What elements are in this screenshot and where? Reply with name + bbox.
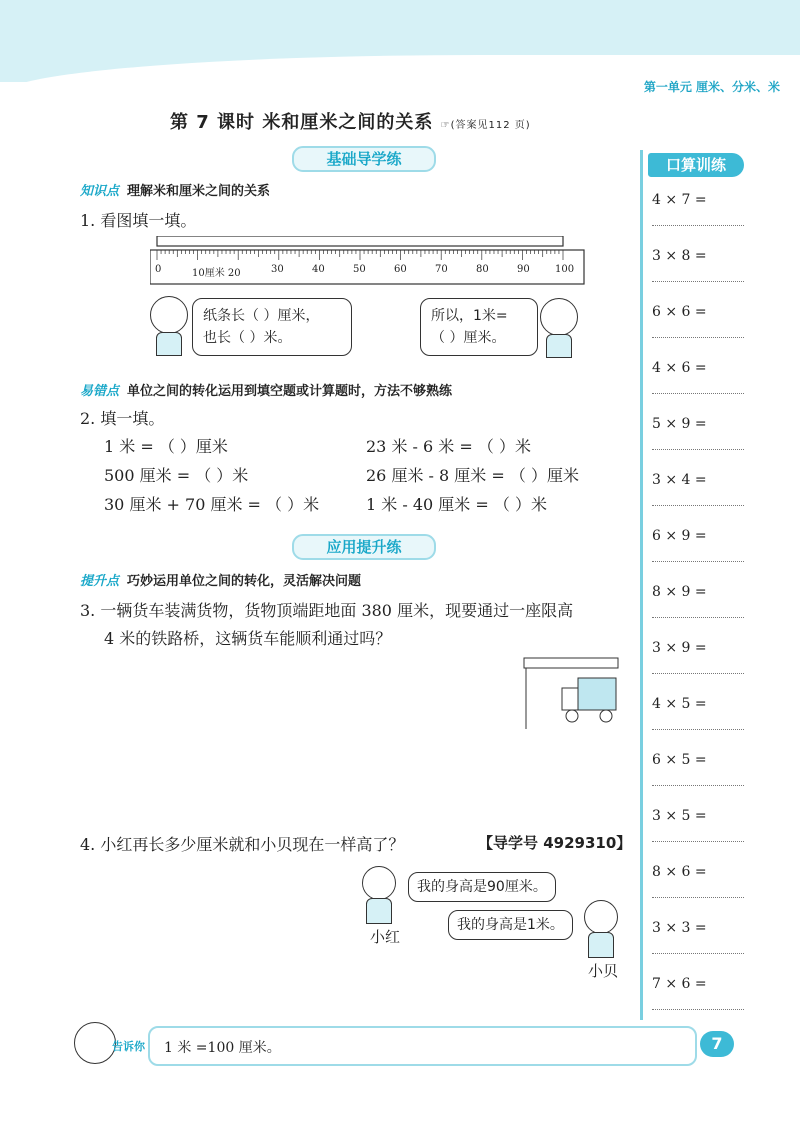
- xiaobei-avatar: [584, 900, 618, 934]
- boy-body: [546, 334, 572, 358]
- girl-avatar: [150, 296, 188, 334]
- tick-label: 100: [555, 264, 575, 275]
- drill-item: 3 × 5 =: [652, 808, 744, 864]
- bridge-beam: [524, 658, 618, 668]
- bubble-meter: [420, 298, 538, 356]
- footer-note-box: [148, 1026, 697, 1066]
- drill-item: 3 × 8 =: [652, 248, 744, 304]
- tick-label: 40: [312, 264, 325, 275]
- bubble-paper-length: [192, 298, 352, 356]
- tick-label: 30: [271, 264, 284, 275]
- question-1: 1. 看图填一填。: [80, 211, 197, 230]
- speech-xiaobei: 我的身高是1米。: [448, 910, 573, 940]
- bubble-line: 也长（ ）米。: [203, 330, 292, 346]
- tick-label: 60: [394, 264, 407, 275]
- section-advance-label: 应用提升练: [292, 534, 436, 560]
- bubble-line: 纸条长（ ）厘米，: [203, 308, 320, 324]
- drill-item: 6 × 5 =: [652, 752, 744, 808]
- fill-item: 1 米 = （ ）厘米: [104, 437, 228, 456]
- tick-label: 0: [155, 264, 162, 275]
- tick-label: 80: [476, 264, 489, 275]
- advance-point: [80, 570, 361, 589]
- xiaobei-body: [588, 932, 614, 958]
- tick-label: 70: [435, 264, 448, 275]
- error-tag: 易错点: [80, 384, 120, 399]
- fill-item: 23 米 - 6 米 = （ ）米: [366, 437, 531, 456]
- drill-item: 5 × 9 =: [652, 416, 744, 472]
- drill-item: 7 × 6 =: [652, 976, 744, 1032]
- girl-body: [156, 332, 182, 356]
- lesson-title-text: 第 7 课时 米和厘米之间的关系: [170, 112, 434, 133]
- bubble-line: （ ）厘米。: [431, 330, 506, 346]
- fill-item: 500 厘米 = （ ）米: [104, 466, 249, 485]
- xiaohong-avatar: [362, 866, 396, 900]
- question-2: 2. 填一填。: [80, 409, 165, 428]
- drill-item: 3 × 3 =: [652, 920, 744, 976]
- unit-title: 第一单元 厘米、分米、米: [643, 80, 780, 94]
- question-3-line2: 4 米的铁路桥，这辆货车能顺利通过吗？: [104, 629, 392, 648]
- question-3-line1: 3. 一辆货车装满货物，货物顶端距地面 380 厘米，现要通过一座限高: [80, 601, 574, 620]
- name-xiaohong: 小红: [370, 928, 401, 946]
- knowledge-text: 理解米和厘米之间的关系: [127, 184, 271, 199]
- truck-cab: [562, 688, 578, 710]
- drill-item: 4 × 6 =: [652, 360, 744, 416]
- drill-item: 3 × 9 =: [652, 640, 744, 696]
- advance-text: 巧妙运用单位之间的转化，灵活解决问题: [127, 574, 362, 589]
- knowledge-tag: 知识点: [80, 184, 120, 199]
- truck-bridge-illustration: [518, 654, 623, 734]
- speech-xiaohong: 我的身高是90厘米。: [408, 872, 556, 902]
- fill-item: 26 厘米 - 8 厘米 = （ ）厘米: [366, 466, 579, 485]
- sidebar-title: 口算训练: [648, 153, 744, 177]
- fill-item: 1 米 - 40 厘米 = （ ）米: [366, 495, 547, 514]
- tick-label: 50: [353, 264, 366, 275]
- page-number: 7: [700, 1031, 734, 1057]
- drill-item: 4 × 7 =: [652, 192, 744, 248]
- drill-item: 3 × 4 =: [652, 472, 744, 528]
- ruler-labels: [150, 264, 590, 280]
- xiaohong-body: [366, 898, 392, 924]
- mascot-icon: [74, 1022, 116, 1064]
- answer-ref: ☞(答案见112 页): [440, 120, 531, 131]
- drill-item: 8 × 9 =: [652, 584, 744, 640]
- knowledge-point: [80, 180, 270, 199]
- error-point: [80, 380, 452, 399]
- footer-tag: 告诉你: [112, 1040, 145, 1053]
- paper-strip: [157, 236, 563, 246]
- drill-item: 6 × 9 =: [652, 528, 744, 584]
- guide-number: 【导学号 4929310】: [478, 834, 632, 852]
- tick-label: 90: [517, 264, 530, 275]
- advance-tag: 提升点: [80, 574, 120, 589]
- lesson-title: [170, 108, 531, 134]
- drill-item: 8 × 6 =: [652, 864, 744, 920]
- tick-label: 10厘米 20: [192, 268, 241, 279]
- boy-avatar: [540, 298, 578, 336]
- cargo: [578, 678, 616, 710]
- truck-wheel: [566, 710, 578, 722]
- drill-item: 6 × 6 =: [652, 304, 744, 360]
- section-basic-label: 基础导学练: [292, 146, 436, 172]
- fill-item: 30 厘米 + 70 厘米 = （ ）米: [104, 495, 320, 514]
- drill-item: 4 × 5 =: [652, 696, 744, 752]
- truck-wheel: [600, 710, 612, 722]
- footer-note: 1 米 =100 厘米。: [164, 1040, 281, 1056]
- name-xiaobei: 小贝: [588, 962, 619, 980]
- error-text: 单位之间的转化运用到填空题或计算题时，方法不够熟练: [127, 384, 453, 399]
- question-4: 4. 小红再长多少厘米就和小贝现在一样高了？: [80, 835, 405, 854]
- bubble-line: 所以，1米=: [431, 308, 508, 324]
